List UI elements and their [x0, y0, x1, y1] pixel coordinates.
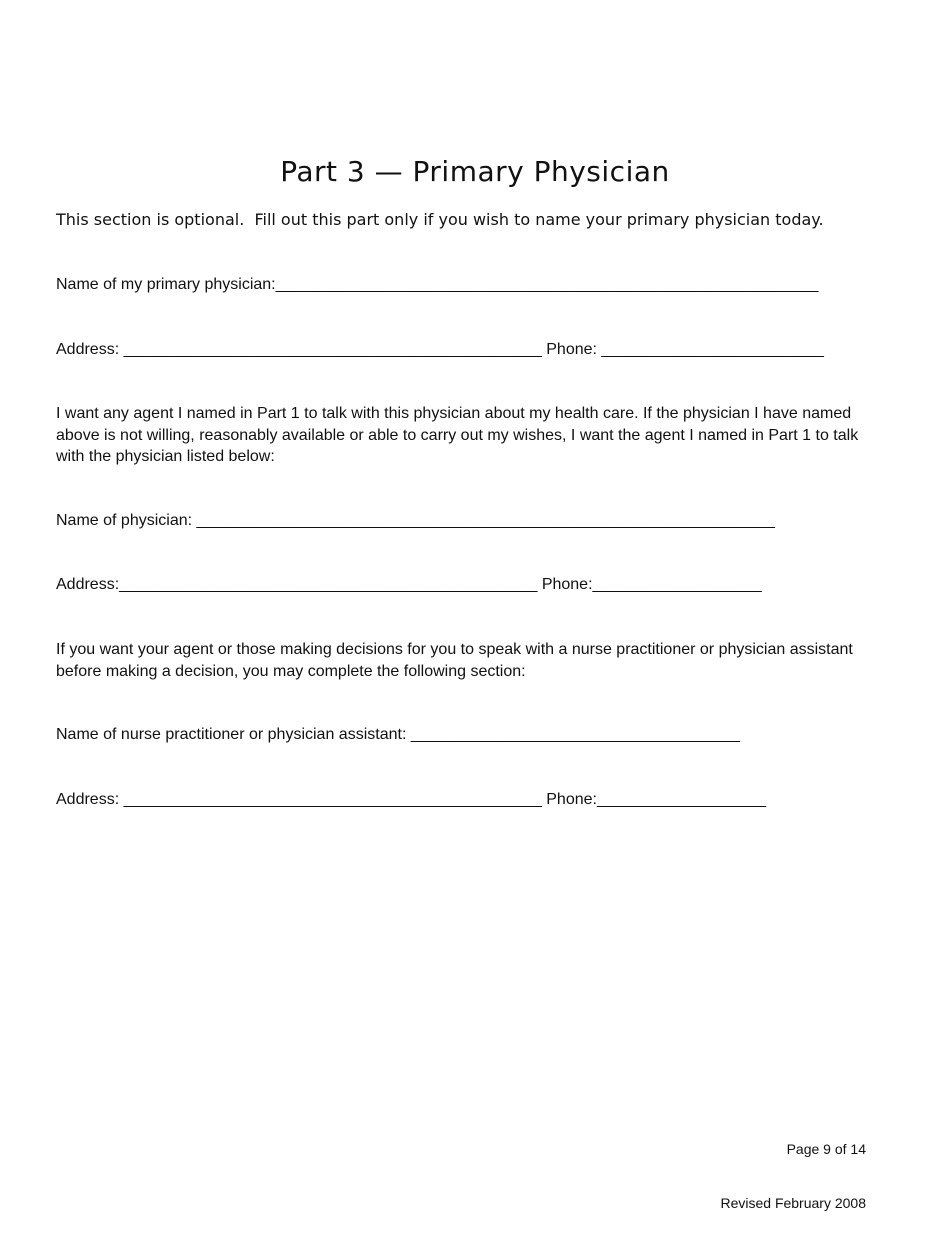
revision-date: Revised February 2008 — [720, 1195, 866, 1211]
page-number: Page 9 of 14 — [786, 1141, 866, 1157]
primary-physician-address-phone-field[interactable]: Address: _______________________________________________ Phone: _________________________ — [56, 341, 824, 358]
alternate-physician-address-phone-field[interactable]: Address:_______________________________________________ Phone:___________________ — [56, 576, 762, 593]
agent-instruction-paragraph: I want any agent I named in Part 1 to talk with this physician about my health care. If the physician I have named above is not willing, reasonably available or able to carry out my wishes, I want the agent I named in Part 1 to talk with the physician listed below: — [56, 405, 859, 465]
nurse-instruction-paragraph: If you want your agent or those making decisions for you to speak with a nurse practitioner or physician assistant before making a decision, you may complete the following section: — [56, 641, 853, 680]
intro-text: This section is optional. Fill out this part only if you wish to name your primary physician today. — [56, 210, 824, 229]
nurse-practitioner-name-field[interactable]: Name of nurse practitioner or physician assistant: _____________________________________ — [56, 726, 741, 743]
alternate-physician-name-field[interactable]: Name of physician: _________________________________________________________________ — [56, 512, 775, 529]
primary-physician-name-field[interactable]: Name of my primary physician:_____________________________________________________________ — [56, 276, 819, 293]
nurse-practitioner-address-phone-field[interactable]: Address: _______________________________________________ Phone:___________________ — [56, 791, 767, 808]
page-footer — [720, 1104, 866, 1248]
page-title: Part 3 — Primary Physician — [280, 155, 670, 188]
